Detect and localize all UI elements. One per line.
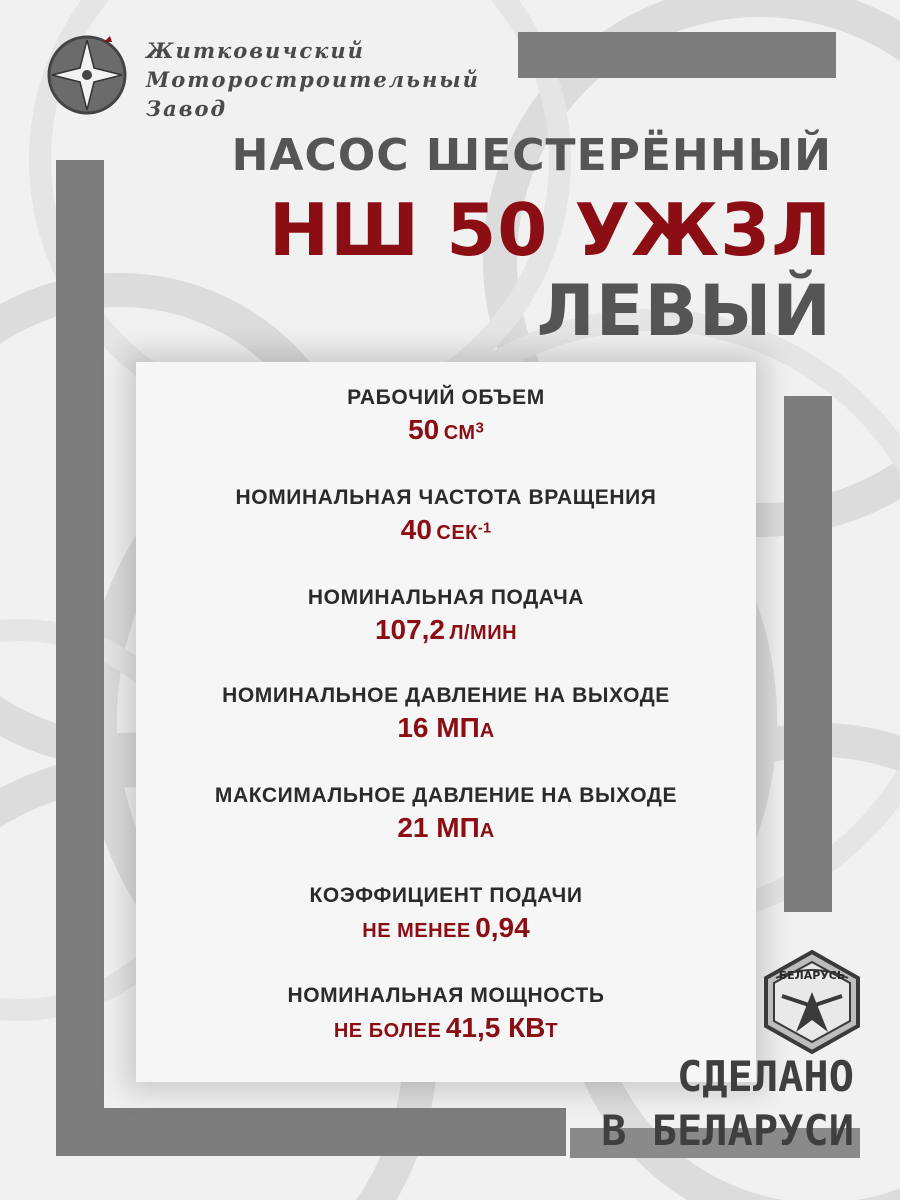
spec-nominal-flow (136, 586, 756, 646)
spec-unit-sup: 3 (475, 419, 484, 437)
spec-number: 50 (408, 414, 440, 445)
spec-unit: Т (545, 1020, 559, 1042)
spec-value (136, 812, 756, 844)
spec-number: 41,5 КВ (445, 1012, 546, 1043)
company-name-line2: Моторостроительный (146, 67, 480, 92)
spec-label: КОЭФФИЦИЕНТ ПОДАЧИ (309, 884, 583, 907)
spec-unit: СМ (443, 422, 476, 444)
made-in-label (601, 1050, 854, 1158)
spec-number: 40 (400, 514, 432, 545)
spec-unit: Л/МИН (449, 622, 518, 644)
spec-label: НОМИНАЛЬНОЕ ДАВЛЕНИЕ НА ВЫХОДЕ (222, 684, 670, 707)
spec-label: НОМИНАЛЬНАЯ МОЩНОСТЬ (287, 984, 605, 1007)
spec-number: 21 МП (397, 812, 480, 843)
spec-max-pressure (136, 784, 756, 844)
product-model-title: НШ 50 УЖ3Л (268, 188, 832, 272)
specs-card (136, 362, 756, 1082)
spec-value (136, 912, 756, 944)
spec-number: 0,94 (475, 912, 530, 943)
star-compass-logo-icon (44, 32, 130, 118)
made-in-line2: В БЕЛАРУСИ (601, 1106, 854, 1155)
spec-prefix: НЕ МЕНЕЕ (362, 920, 471, 942)
company-name (146, 36, 480, 123)
spec-nominal-pressure (136, 684, 756, 744)
company-name-line3: Завод (146, 96, 228, 121)
decor-bar-top-right (518, 32, 836, 78)
spec-value (136, 414, 756, 446)
product-variant-title: ЛЕВЫЙ (536, 270, 832, 352)
spec-number: 107,2 (374, 614, 446, 645)
decor-bar-bottom-horizontal (56, 1108, 566, 1156)
spec-unit: А (479, 820, 495, 842)
spec-prefix: НЕ БОЛЕЕ (333, 1020, 442, 1042)
spec-unit-sup: -1 (477, 519, 492, 537)
spec-label: МАКСИМАЛЬНОЕ ДАВЛЕНИЕ НА ВЫХОДЕ (214, 784, 678, 807)
spec-value (136, 514, 756, 546)
decor-bar-right-vertical (784, 396, 832, 912)
spec-rotation-frequency (136, 486, 756, 546)
spec-nominal-power (136, 984, 756, 1044)
company-name-line1: Житковичский (146, 38, 365, 63)
spec-label: НОМИНАЛЬНАЯ ЧАСТОТА ВРАЩЕНИЯ (235, 486, 657, 509)
quality-mark-icon (758, 948, 866, 1056)
spec-number: 16 МП (397, 712, 480, 743)
badge-text: БЕЛАРУСЬ (778, 969, 846, 982)
spec-unit: А (479, 720, 495, 742)
spec-flow-coefficient (136, 884, 756, 944)
spec-value (136, 614, 756, 646)
spec-label: НОМИНАЛЬНАЯ ПОДАЧА (307, 586, 585, 609)
spec-value (136, 1012, 756, 1044)
product-type-title: НАСОС ШЕСТЕРЁННЫЙ (231, 130, 832, 181)
spec-label: РАБОЧИЙ ОБЪЕМ (347, 386, 545, 409)
spec-displacement (136, 386, 756, 446)
spec-value (136, 712, 756, 744)
made-in-line1: СДЕЛАНО (676, 1052, 854, 1101)
spec-unit: СЕК (436, 522, 478, 544)
decor-bar-left-vertical (56, 160, 104, 1110)
